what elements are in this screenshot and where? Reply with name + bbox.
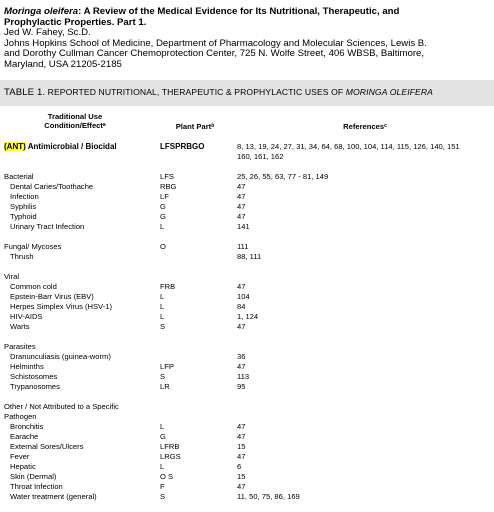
row-label: Fungal/ Mycoses xyxy=(4,242,62,251)
table-row xyxy=(0,272,494,282)
row-part: RBG xyxy=(160,182,177,191)
row-label: Water treatment (general) xyxy=(10,492,97,501)
row-refs: 1, 124 xyxy=(237,312,259,321)
table-row xyxy=(0,202,494,212)
row-part: O S xyxy=(160,472,174,481)
col-header-references-label: References xyxy=(343,122,385,131)
table-row xyxy=(0,242,494,252)
table-row xyxy=(0,282,494,292)
ant-label: Antimicrobial / Biocidal xyxy=(25,142,117,151)
table-row xyxy=(0,192,494,202)
row-refs: 36 xyxy=(237,352,246,361)
row-label: Other / Not Attributed to a Specific xyxy=(4,402,119,411)
row-part: L xyxy=(160,462,165,471)
author: Jed W. Fahey, Sc.D. xyxy=(4,27,91,39)
col-header-plant-part xyxy=(160,122,230,131)
col-header-condition-line2: Condition/Effect xyxy=(44,121,103,131)
row-label: Epstein-Barr Virus (EBV) xyxy=(10,292,94,301)
row-refs: 47 xyxy=(237,452,246,461)
row-refs: 15 xyxy=(237,442,246,451)
row-refs: 47 xyxy=(237,322,246,331)
row-part: G xyxy=(160,432,166,441)
row-part: F xyxy=(160,482,165,491)
row-label: Thrush xyxy=(10,252,34,261)
col-header-references-footnote: c xyxy=(384,123,387,129)
row-refs: 47 xyxy=(237,282,246,291)
affiliation-line1: Johns Hopkins School of Medicine, Department of Pharmacology and Molecular Sciences, Lewis B. xyxy=(4,37,427,49)
table-row xyxy=(0,342,494,352)
table-row xyxy=(0,172,494,182)
row-label: Fever xyxy=(10,452,30,461)
row-part: O xyxy=(160,242,166,251)
row-refs: 47 xyxy=(237,362,246,371)
row-refs: 47 xyxy=(237,202,246,211)
article-title-line2: Prophylactic Properties. Part 1. xyxy=(4,16,147,28)
table-row xyxy=(0,462,494,472)
row-refs: 47 xyxy=(237,182,246,191)
row-refs: 111 xyxy=(237,242,249,251)
row-label: Parasites xyxy=(4,342,36,351)
row-label: Skin (Dermal) xyxy=(10,472,57,481)
row-label: Infection xyxy=(10,192,39,201)
row-refs: 47 xyxy=(237,192,246,201)
row-label: Schistosomes xyxy=(10,372,58,381)
table-row xyxy=(0,482,494,492)
table-row xyxy=(0,182,494,192)
row-refs: 47 xyxy=(237,422,246,431)
table-row xyxy=(0,382,494,392)
article-title xyxy=(4,7,490,18)
row-label: Viral xyxy=(4,272,20,281)
title-species: Moringa oleifera xyxy=(4,6,79,17)
row-refs: 88, 111 xyxy=(237,252,262,261)
col-header-condition-line1: Traditional Use xyxy=(47,112,103,121)
row-part: S xyxy=(160,322,166,331)
col-header-references xyxy=(320,122,410,131)
table-row-antimicrobial xyxy=(0,142,494,152)
row-label: Bacterial xyxy=(4,172,34,181)
row-refs: 25, 26, 55, 63, 77 - 81, 149 xyxy=(237,172,329,181)
row-part: S xyxy=(160,372,166,381)
row-label: Trypanosomes xyxy=(10,382,60,391)
table-row xyxy=(0,422,494,432)
row-part: L xyxy=(160,422,165,431)
ant-code-highlight: (ANT) xyxy=(4,142,26,151)
row-refs: 95 xyxy=(237,382,246,391)
table-row xyxy=(0,212,494,222)
row-refs: 47 xyxy=(237,212,246,221)
col-header-plant-part-footnote: b xyxy=(211,123,215,129)
affiliation-line2: and Dorothy Cullman Cancer Chemoprotection Center, 725 N. Wolfe Street, 406 WBSB, Baltimore, xyxy=(4,48,425,60)
table-row xyxy=(0,352,494,362)
row-part: LRGS xyxy=(160,452,181,461)
row-label: Helminths xyxy=(10,362,44,371)
row-part: LFP xyxy=(160,362,174,371)
row-label: Syphilis xyxy=(10,202,37,211)
col-header-condition xyxy=(30,112,120,131)
row-part: G xyxy=(160,212,166,221)
row-part: LFS xyxy=(160,172,174,181)
row-label: Dental Caries/Toothache xyxy=(10,182,94,191)
row-part: L xyxy=(160,312,165,321)
row-part: LFRB xyxy=(160,442,180,451)
row-refs: 47 xyxy=(237,432,246,441)
table-row xyxy=(0,412,494,422)
row-label: Pathogen xyxy=(4,412,37,421)
row-label: HIV-AIDS xyxy=(10,312,43,321)
row-refs: 141 xyxy=(237,222,250,231)
table-row xyxy=(0,442,494,452)
antimicrobial-plant-part: LFSPRBGO xyxy=(160,142,205,151)
row-label: External Sores/Ulcers xyxy=(10,442,84,451)
row-refs: 11, 50, 75, 86, 169 xyxy=(237,492,300,501)
row-refs: 47 xyxy=(237,482,246,491)
row-label: Herpes Simplex Virus (HSV-1) xyxy=(10,302,112,311)
table-row xyxy=(0,322,494,332)
row-refs: 84 xyxy=(237,302,246,311)
row-label: Typhoid xyxy=(10,212,37,221)
table-row xyxy=(0,362,494,372)
table-row xyxy=(0,312,494,322)
table-caption xyxy=(4,87,433,98)
table-caption-band xyxy=(0,80,494,106)
row-part: L xyxy=(160,292,165,301)
row-label: Earache xyxy=(10,432,39,441)
row-label: Warts xyxy=(10,322,30,331)
row-part: L xyxy=(160,302,165,311)
row-part: LR xyxy=(160,382,170,391)
table-row xyxy=(0,402,494,412)
table-row xyxy=(0,372,494,382)
table-row xyxy=(0,432,494,442)
table-caption-species: MORINGA OLEIFERA xyxy=(345,87,433,97)
table-row xyxy=(0,252,494,262)
col-header-plant-part-label: Plant Part xyxy=(175,122,212,131)
title-part1: : A Review of the Medical Evidence for Its Nutritional, Therapeutic, and xyxy=(78,6,400,17)
row-refs: 6 xyxy=(237,462,242,471)
antimicrobial-references: 8, 13, 19, 24, 27, 31, 34, 64, 68, 100, 104, 114, 115, 126, 140, 151 xyxy=(237,142,460,151)
table-caption-text: REPORTED NUTRITIONAL, THERAPEUTIC & PROPHYLACTIC USES OF xyxy=(47,87,344,97)
row-label: Bronchitis xyxy=(10,422,44,431)
col-header-condition-footnote: a xyxy=(102,122,106,129)
row-label: Urinary Tract Infection xyxy=(10,222,85,231)
row-refs: 113 xyxy=(237,372,250,381)
article-header xyxy=(4,7,490,71)
table-row-antimicrobial-cont xyxy=(0,152,494,162)
row-label: Dranunculiasis (guinea-worm) xyxy=(10,352,111,361)
row-part: L xyxy=(160,222,165,231)
row-part: FRB xyxy=(160,282,176,291)
table-row xyxy=(0,292,494,302)
row-label: Throat Infection xyxy=(10,482,63,491)
row-refs: 104 xyxy=(237,292,250,301)
row-part: S xyxy=(160,492,166,501)
table-row xyxy=(0,222,494,232)
row-label: Hepatic xyxy=(10,462,36,471)
row-label: Common cold xyxy=(10,282,57,291)
antimicrobial-label xyxy=(4,142,117,152)
row-part: G xyxy=(160,202,166,211)
table-row xyxy=(0,472,494,482)
table-number: TABLE 1. xyxy=(4,87,46,98)
table-row xyxy=(0,302,494,312)
table-row xyxy=(0,452,494,462)
row-part: LF xyxy=(160,192,169,201)
affiliation-line3: Maryland, USA 21205-2185 xyxy=(4,58,122,70)
antimicrobial-references-cont: 160, 161, 162 xyxy=(237,152,284,161)
row-refs: 15 xyxy=(237,472,246,481)
table-row xyxy=(0,492,494,502)
